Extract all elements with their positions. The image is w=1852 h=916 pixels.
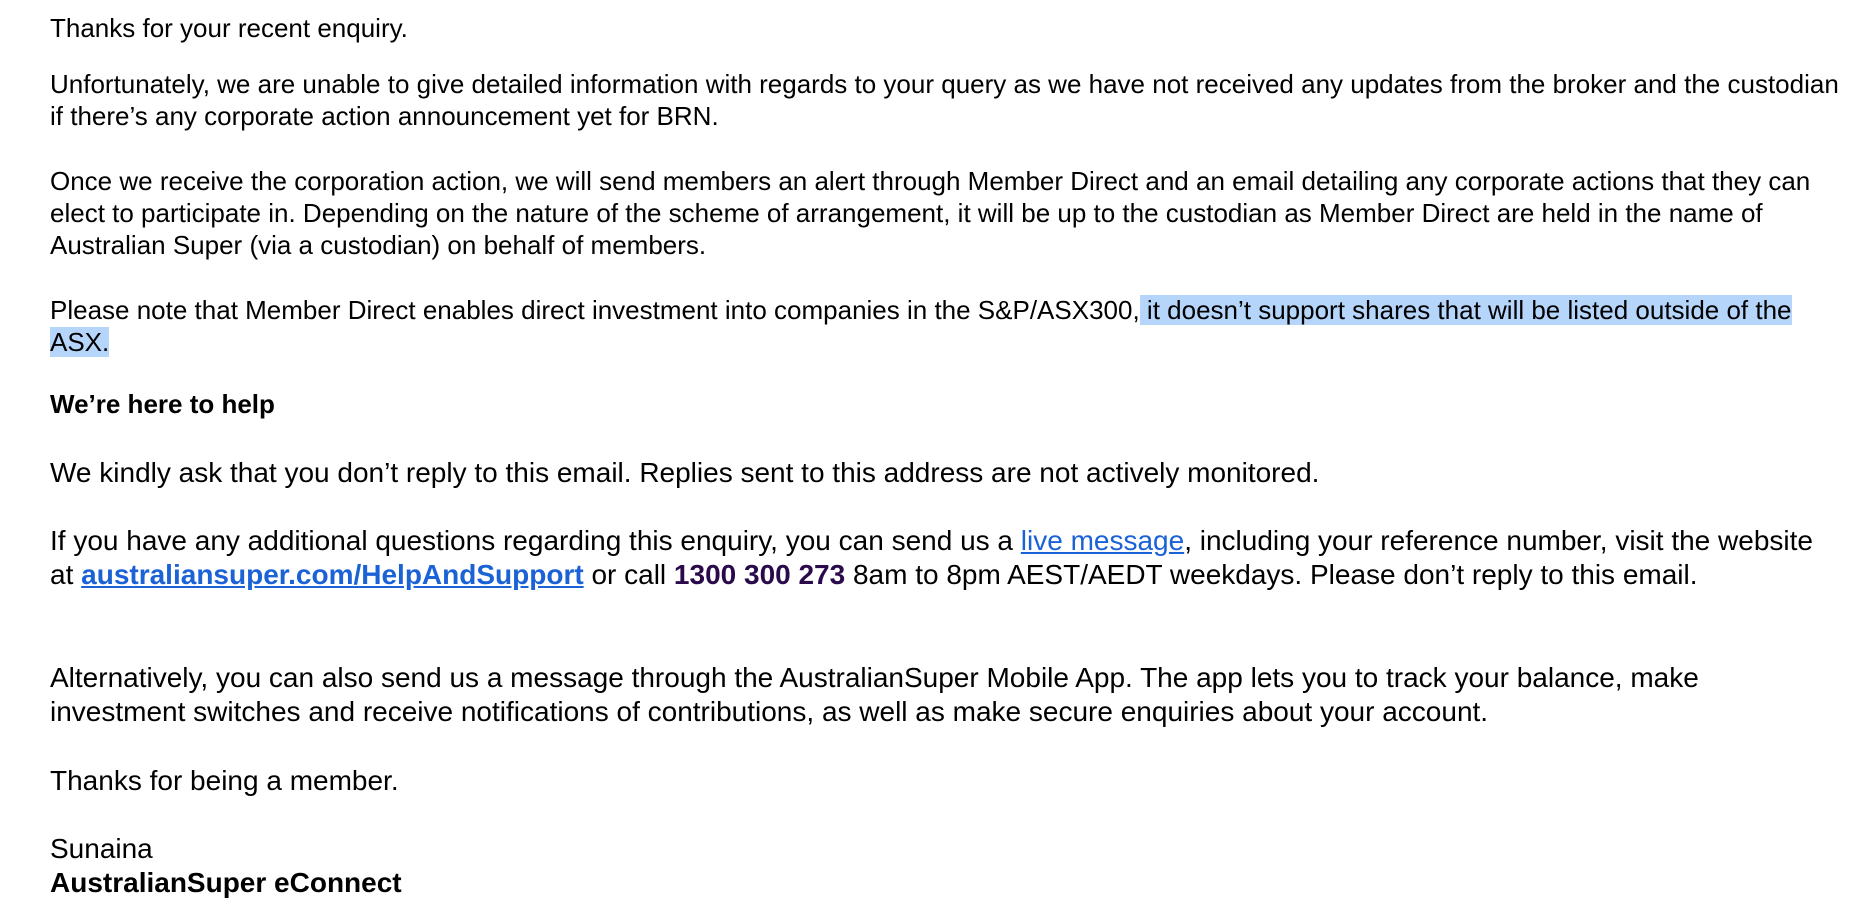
- paragraph-mobile-app: Alternatively, you can also send us a message through the AustralianSuper Mobile App. The app lets you to track your balance, make investment switches and receive notifications of contributions, as well as make secure enquiries about your account.: [50, 662, 1699, 727]
- phone-number[interactable]: 1300 300 273: [673, 559, 846, 590]
- paragraph-broker-update: Unfortunately, we are unable to give detailed information with regards to your query as we have not received any updates from the broker and the custodian if there’s any corporate action announcement yet for BRN.: [50, 69, 1839, 131]
- live-message-link[interactable]: live message: [1020, 525, 1185, 556]
- paragraph-corporate-action: Once we receive the corporation action, we will send members an alert through Member Direct and an email detailing any corporate actions that they can elect to participate in. Depending on the nature of the scheme of arrangement, it will be up to the custodian as Member Direct are held in the name of Australian Super (via a custodian) on behalf of members.: [50, 166, 1811, 260]
- greeting: Thanks for your recent enquiry.: [50, 13, 408, 43]
- help-heading: We’re here to help: [50, 389, 275, 419]
- contact-text-a: If you have any additional questions regarding this enquiry, you can send us a: [50, 525, 1021, 556]
- contact-text-c: or call: [583, 559, 674, 590]
- selected-text-highlight: it doesn’t support shares that will be listed outside of the ASX.: [50, 295, 1792, 357]
- paragraph-contact-options: [50, 524, 1840, 592]
- contact-text-b: , including your reference number, visit the website at: [50, 525, 1813, 590]
- signature-name: Sunaina: [50, 833, 153, 864]
- thanks-line: Thanks for being a member.: [50, 765, 399, 796]
- signature-team: AustralianSuper eConnect: [50, 867, 402, 898]
- paragraph-no-reply: We kindly ask that you don’t reply to this email. Replies sent to this address are not actively monitored.: [50, 457, 1320, 488]
- contact-text-d: 8am to 8pm AEST/AEDT weekdays. Please don’t reply to this email.: [845, 559, 1698, 590]
- member-direct-note-text: Please note that Member Direct enables direct investment into companies in the S&P/ASX300,: [50, 295, 1140, 325]
- paragraph-member-direct-note: [50, 294, 1840, 358]
- help-and-support-link[interactable]: australiansuper.com/HelpAndSupport: [81, 559, 584, 590]
- signature: [50, 832, 402, 900]
